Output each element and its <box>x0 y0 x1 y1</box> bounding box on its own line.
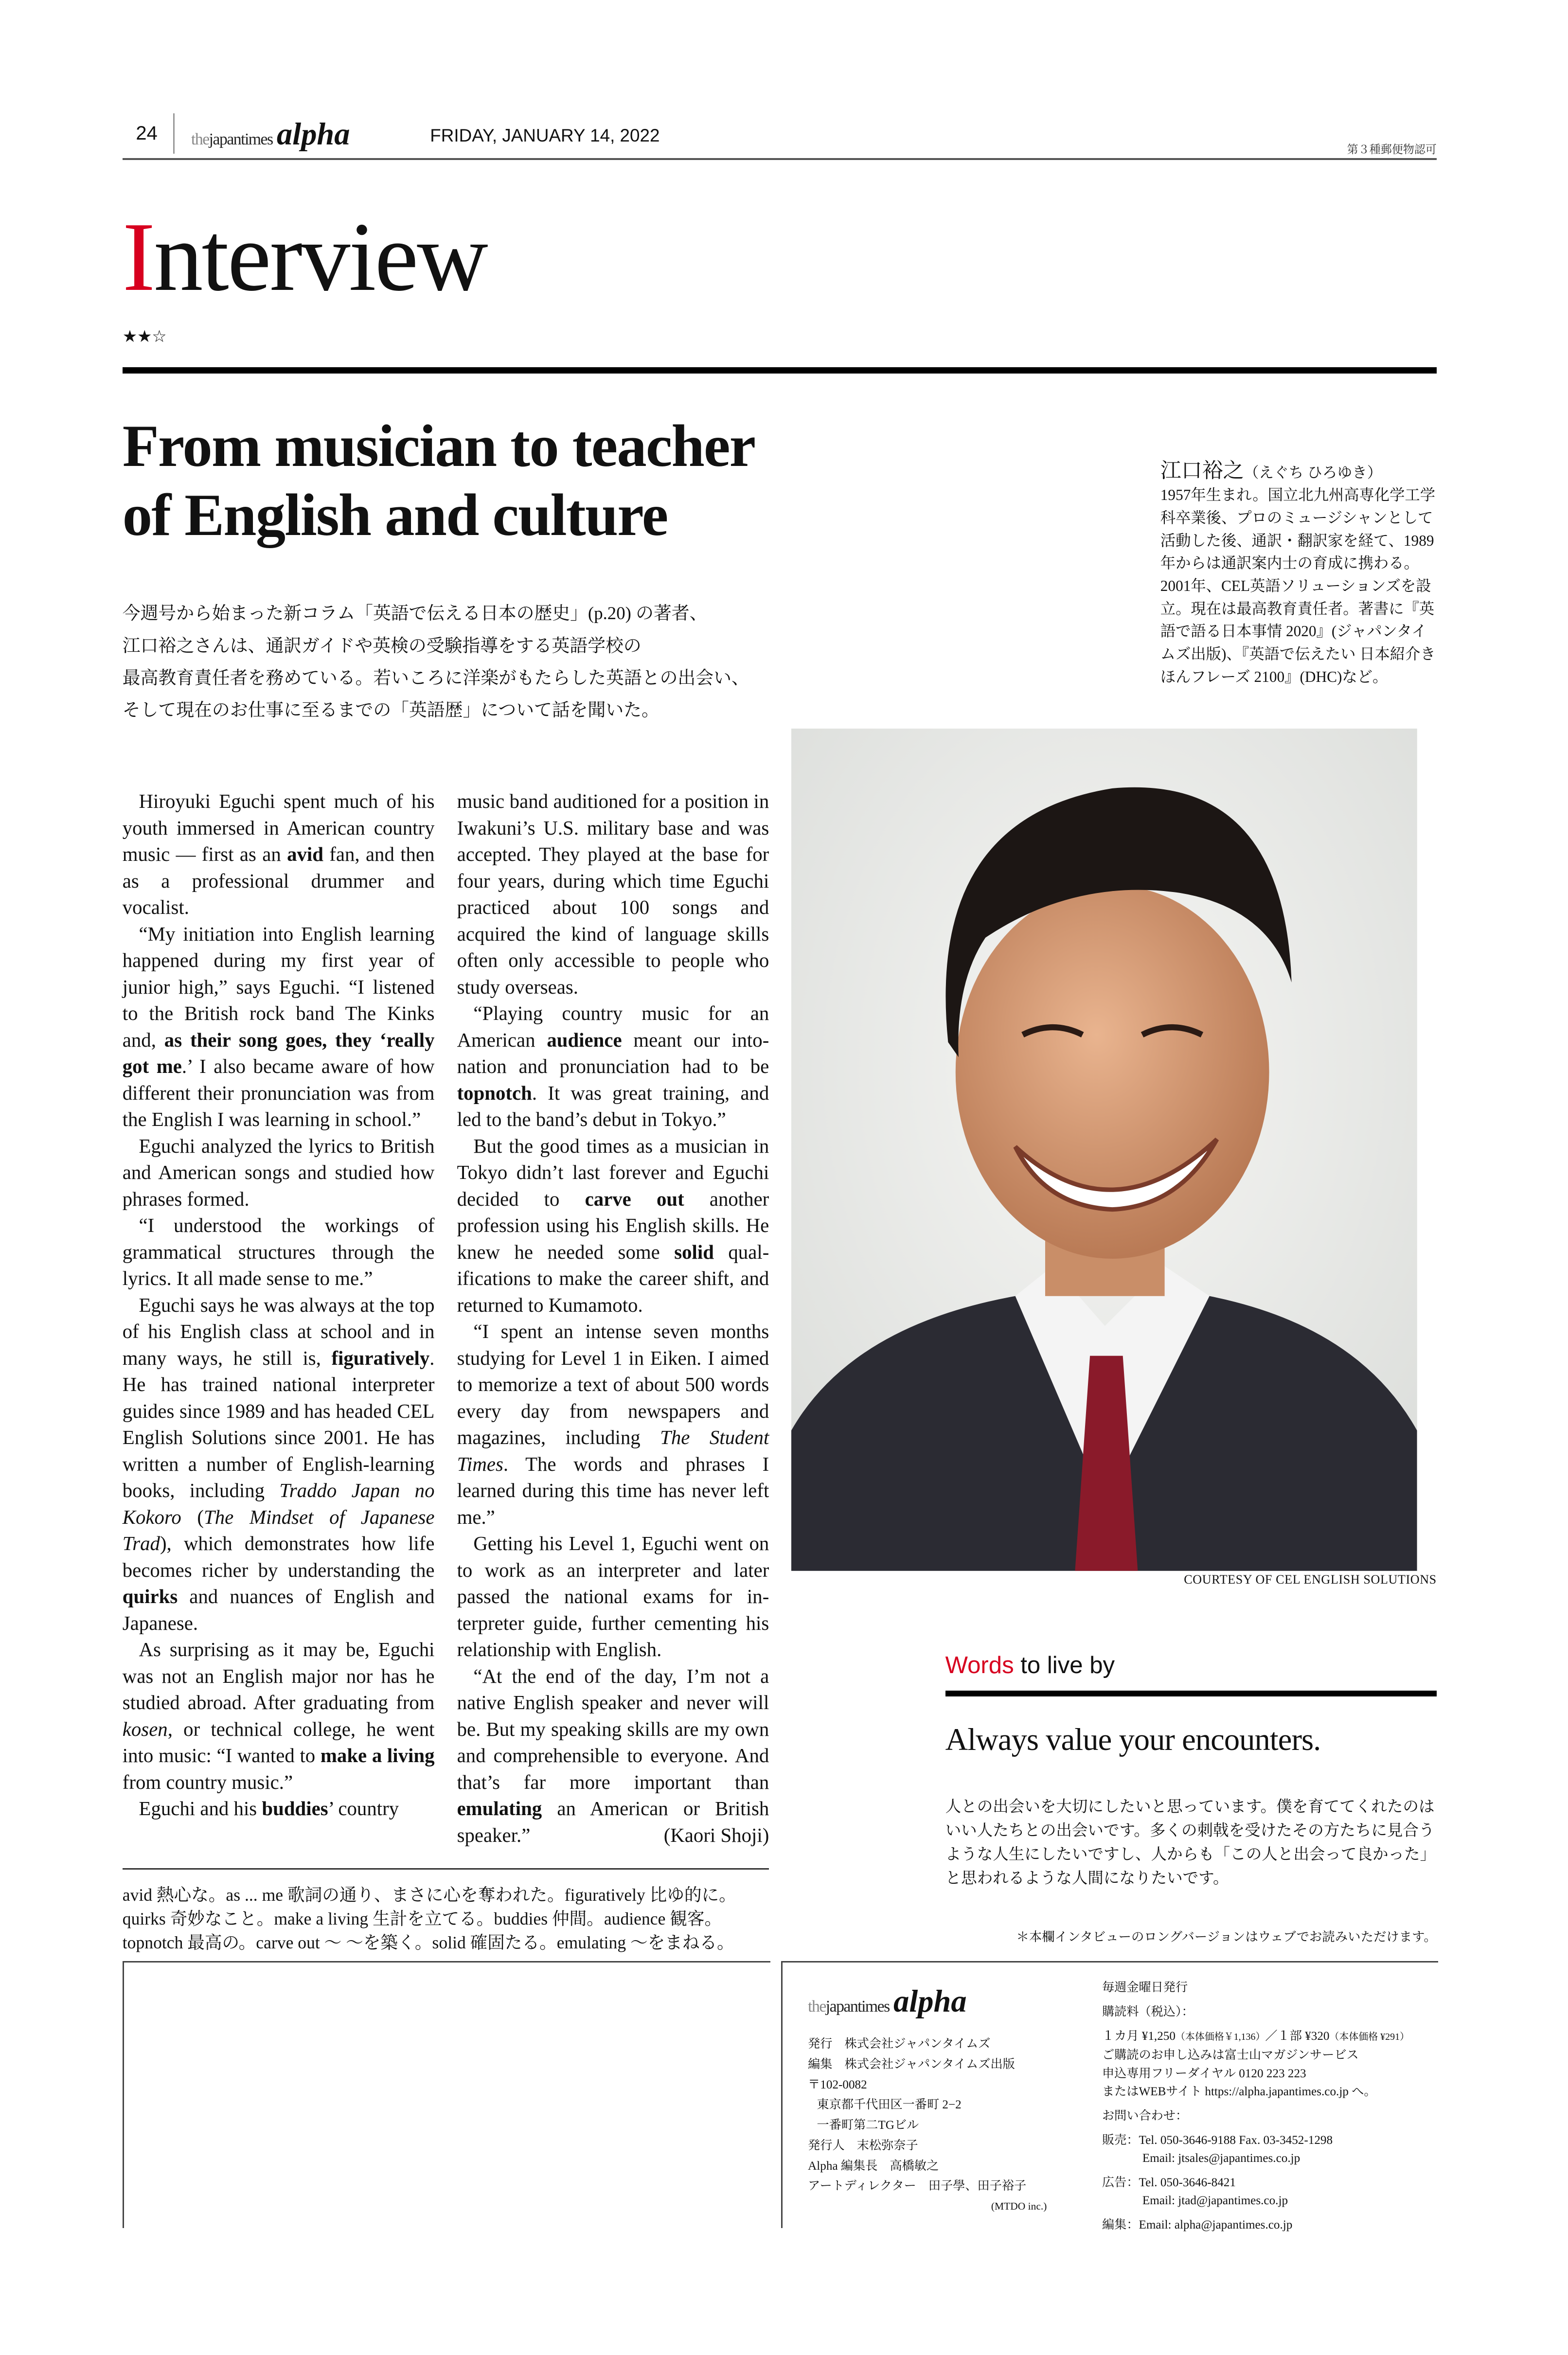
header-divider <box>173 113 175 154</box>
glossary-term: as their song goes, they ‘really got me <box>122 1029 435 1078</box>
text-run: As surprising as it may be, Eguchi was not an English major nor has he studied abroad. After graduating from <box>122 1639 435 1714</box>
masthead-line: 〒102-0082 <box>808 2078 867 2091</box>
text-run: . It was great training, and led to the band’s debut in Tokyo.” <box>457 1082 769 1131</box>
text-run: another profession using his English skills. He knew he needed some <box>457 1188 769 1263</box>
postal-note: 第３種郵便物認可 <box>1347 143 1437 156</box>
glossary-rule <box>123 1868 769 1870</box>
article-paragraph <box>457 1319 769 1531</box>
article-paragraph <box>123 921 435 1133</box>
label-red: Words <box>945 1652 1014 1678</box>
text-run: . The words and phrases I learned during this time has never left me.” <box>457 1453 769 1528</box>
price-label: 購読料（税込）： <box>1102 2005 1194 2019</box>
glossary-term: topnotch <box>457 1082 532 1104</box>
italic-title: The Mindset of Japanese Trad <box>122 1506 435 1555</box>
subscribe-text: ご購読のお申し込みは富士山マガジンサービス <box>1102 2049 1359 2062</box>
headline-line-1: From musician to teacher <box>122 413 755 480</box>
text-run: qualifications to make the career shift, and returned to Kumamoto. <box>457 1241 769 1316</box>
glossary-term: avid <box>287 843 323 866</box>
page-number: 24 <box>136 122 158 144</box>
ads-contact: 広告：Tel. 050-3646-8421 <box>1102 2176 1236 2189</box>
quote-japanese: 人との出会いを大切にしたいと思っています。僕を育ててくれたのはいい人たちとの出会いです。多くの刺戟を受けたその方たちに見合うような人生にしたいですし、人からも「この人と出会って良かった」と思われるような人間になりたいです。 <box>945 1798 1436 1888</box>
price-month: １カ月 ¥1,250 <box>1102 2029 1176 2043</box>
contact-label: お問い合わせ： <box>1102 2109 1188 2123</box>
freedial: 申込専用フリーダイヤル 0120 223 223 <box>1102 2067 1306 2080</box>
masthead-line: 発行人 末松弥奈子 <box>808 2139 918 2152</box>
text-run: ’ country <box>328 1798 399 1820</box>
italic-title: kosen <box>122 1718 168 1740</box>
masthead-line: 東京都千代田区一番町 2−2 <box>817 2098 962 2112</box>
label-rest: to live by <box>1014 1652 1115 1678</box>
publication-frequency: 毎週金曜日発行 <box>1102 1981 1188 1995</box>
text-run: “Playing country music for an American <box>457 1002 769 1051</box>
text-run: “My initiation into English learning happened during my first year of junior high,” says Eguchi. “I listened to the British rock band The Kinks and, <box>122 923 435 1051</box>
words-rule <box>945 1691 1437 1696</box>
section-rule <box>123 367 1437 373</box>
article-paragraph <box>123 788 435 921</box>
text-run: Hiroyuki Eguchi spent much of his youth immersed in American country music — first as an <box>122 790 435 866</box>
glossary-term: make a living <box>320 1745 435 1767</box>
byline: (Kaori Shoji) <box>663 1824 769 1846</box>
text-run: music band auditioned for a position in Iwakuni’s U.S. military base and was accepted. They played at the base for four years, during which time Eguchi practiced about 100 songs and acquired the kind of language skills often only accessible to people who study overseas. <box>457 790 769 998</box>
text-run: “I spent an intense seven months studying for Level 1 in Eiken. I aimed to memorize a text of about 500 words every day from newspapers and magazines, including <box>457 1320 769 1449</box>
text-run: Eguchi and his <box>139 1798 262 1820</box>
text-run: Getting his Level 1, Eguchi went on to work as an interpreter and later passed the national exams for interpreter guide, further cementing his relationship with English. <box>457 1533 769 1661</box>
price-note: （本体価格￥1,136） <box>1175 2031 1265 2042</box>
article-paragraph <box>457 1000 769 1133</box>
glossary-term: solid <box>674 1241 714 1263</box>
text-run: Eguchi analyzed the lyrics to British and American songs and studied how phrases formed. <box>122 1135 435 1210</box>
glossary-term: carve out <box>585 1188 684 1210</box>
web-note: ＊本欄インタビューのロングバージョンはウェブでお読みいただけます。 <box>1016 1929 1437 1944</box>
logo-alpha: alpha <box>277 117 350 152</box>
italic-title: The Student Times <box>457 1427 769 1475</box>
ads-email[interactable]: Email: jtad@japantimes.co.jp <box>1142 2194 1288 2208</box>
price-note: （本体価格 ¥291） <box>1329 2031 1409 2042</box>
article-paragraph <box>457 1663 769 1849</box>
section-title-rest: nterview <box>154 202 487 312</box>
article-paragraph <box>457 1531 769 1663</box>
issue-date: FRIDAY, JANUARY 14, 2022 <box>430 125 660 145</box>
intro-line: 江口裕之さんは、通訳ガイドや英検の受験指導をする英語学校の <box>122 635 641 656</box>
text-run: Eguchi says he was always at the top of his English class at school and in many ways, he still is, <box>122 1294 435 1369</box>
article-paragraph <box>457 788 769 1000</box>
empty-box <box>123 1961 771 2229</box>
logo-japantimes: japantimes <box>209 130 273 149</box>
headline-line-2: of English and culture <box>122 482 668 548</box>
text-run: “At the end of the day, I’m not a native English speaker and never will be. But my speaking skills are my own and comprehensible to everyone. And that’s far more important than <box>457 1665 769 1793</box>
article-paragraph <box>123 1213 435 1292</box>
text-run: ), which demonstrates how life becomes richer by understanding the <box>122 1533 435 1581</box>
header-logo <box>191 116 350 152</box>
header-rule <box>123 158 1437 160</box>
intro-line: 最高教育責任者を務めている。若いころに洋楽がもたらした英語との出会い、 <box>122 667 749 688</box>
masthead-line: 一番町第二TGビル <box>817 2119 919 2132</box>
masthead-line: (MTDO inc.) <box>991 2200 1047 2212</box>
intro-line: 今週号から始まった新コラム「英語で伝える日本の歴史」(p.20) の著者、 <box>122 603 708 624</box>
difficulty-stars: ★★☆ <box>122 328 167 346</box>
logo-the: the <box>191 130 209 149</box>
article-paragraph <box>123 1292 435 1637</box>
bio-name: 江口裕之 <box>1160 459 1244 482</box>
logo-alpha: alpha <box>893 1983 967 2018</box>
glossary <box>123 1883 780 1955</box>
section-title <box>123 197 487 317</box>
text-run: But the good times as a musician in Tokyo didn’t last forever and Eguchi decided to <box>457 1135 769 1210</box>
portrait-illustration <box>791 729 1417 1571</box>
italic-title: Traddo Japan no Kokoro <box>122 1480 435 1528</box>
logo-japantimes: japantimes <box>825 1997 890 2016</box>
glossary-term: buddies <box>262 1798 328 1820</box>
sales-contact: 販売：Tel. 050-3646-9188 Fax. 03-3452-1298 <box>1102 2133 1333 2147</box>
portrait-photo <box>791 729 1417 1571</box>
text-run: from country music.” <box>122 1771 293 1793</box>
article-paragraph <box>457 1133 769 1319</box>
glossary-line: quirks 奇妙なこと。make a living 生計を立てる。buddies 仲間。audience 観客。 <box>122 1909 722 1929</box>
masthead-line: 発行 株式会社ジャパンタイムズ <box>808 2037 991 2051</box>
text-run: .’ I also became aware of how different their pronunciation was from the English I was learning in school.” <box>122 1055 435 1131</box>
bio-text: 1957年生まれ。国立北九州高専化学工学科卒業後、プロのミュージシャンとして活動した後、通訳・翻訳家を経て、1989年からは通訳案内士の育成に携わる。2001年、CEL英語ソリューションズを設立。現在は最高教育責任者。著書に『英語で語る日本事情 2020』(ジャパンタイムズ出版)、『英語で伝えたい 日本紹介きほんフレーズ 2100』(DHC)など。 <box>1160 486 1436 685</box>
logo-the: the <box>808 1997 826 2016</box>
article-column-1 <box>123 788 435 1822</box>
text-run: an American or British speaker.” <box>457 1798 769 1846</box>
glossary-line: topnotch 最高の。carve out ～ ～を築く。solid 確固たる。emulating ～をまねる。 <box>122 1933 734 1953</box>
text-run: . He has trained national interpreter guides since 1989 and has headed CEL English Solutions since 2001. He has written a number of English-learning books, including <box>122 1347 435 1502</box>
glossary-line: avid 熱心な。as ... me 歌詞の通り、まさに心を奪われた。figuratively 比ゆ的に。 <box>122 1885 736 1905</box>
glossary-term: audience <box>547 1029 622 1051</box>
masthead-line: 編集 株式会社ジャパンタイムズ出版 <box>808 2057 1015 2071</box>
footer-logo <box>808 1983 967 2019</box>
editorial-email[interactable]: 編集：Email: alpha@japantimes.co.jp <box>1102 2218 1293 2232</box>
glossary-term: emulating <box>457 1798 542 1820</box>
text-run: , or technical college, he went into music: “I wanted to <box>122 1718 435 1767</box>
article-paragraph <box>123 1133 435 1213</box>
photo-credit: COURTESY OF CEL ENGLISH SOLUTIONS <box>1184 1572 1437 1587</box>
words-to-live-by-label <box>945 1652 1115 1679</box>
text-run: fan, and then as a professional drummer and vocalist. <box>122 843 435 919</box>
glossary-term: figuratively <box>331 1347 430 1369</box>
text-run: ( <box>181 1506 204 1528</box>
sales-email[interactable]: Email: jtsales@japantimes.co.jp <box>1142 2152 1301 2165</box>
glossary-term: quirks <box>122 1586 178 1608</box>
section-initial: I <box>122 202 154 312</box>
headline <box>123 412 899 550</box>
article-paragraph <box>123 1637 435 1796</box>
author-bio <box>1160 460 1438 689</box>
website-link[interactable]: またはWEBサイト https://alpha.japantimes.co.jp へ。 <box>1102 2085 1376 2099</box>
masthead-line: アートディレクター 田子學、田子裕子 <box>808 2179 1027 2193</box>
masthead-line: Alpha 編集長 高橋敏之 <box>808 2159 939 2173</box>
masthead-left <box>808 2034 1047 2217</box>
quote: Always value your encounters. <box>945 1722 1321 1757</box>
intro-lead <box>123 597 809 726</box>
article-paragraph <box>123 1796 435 1822</box>
text-run: “I understood the workings of grammatical structures through the lyrics. It all made sense to me.” <box>122 1214 435 1290</box>
bio-kana: （えぐち ひろゆき） <box>1244 464 1382 481</box>
price-line <box>1102 2027 1445 2046</box>
text-run: meant our intonation and pronunciation had to be <box>457 1029 769 1078</box>
intro-line: そして現在のお仕事に至るまでの「英語歴」について話を聞いた。 <box>122 700 659 720</box>
text-run: and nuances of English and Japanese. <box>122 1586 435 1634</box>
masthead-right <box>1102 1979 1445 2234</box>
article-column-2 <box>457 788 769 1849</box>
price-copy: ／１部 ¥320 <box>1265 2029 1330 2043</box>
